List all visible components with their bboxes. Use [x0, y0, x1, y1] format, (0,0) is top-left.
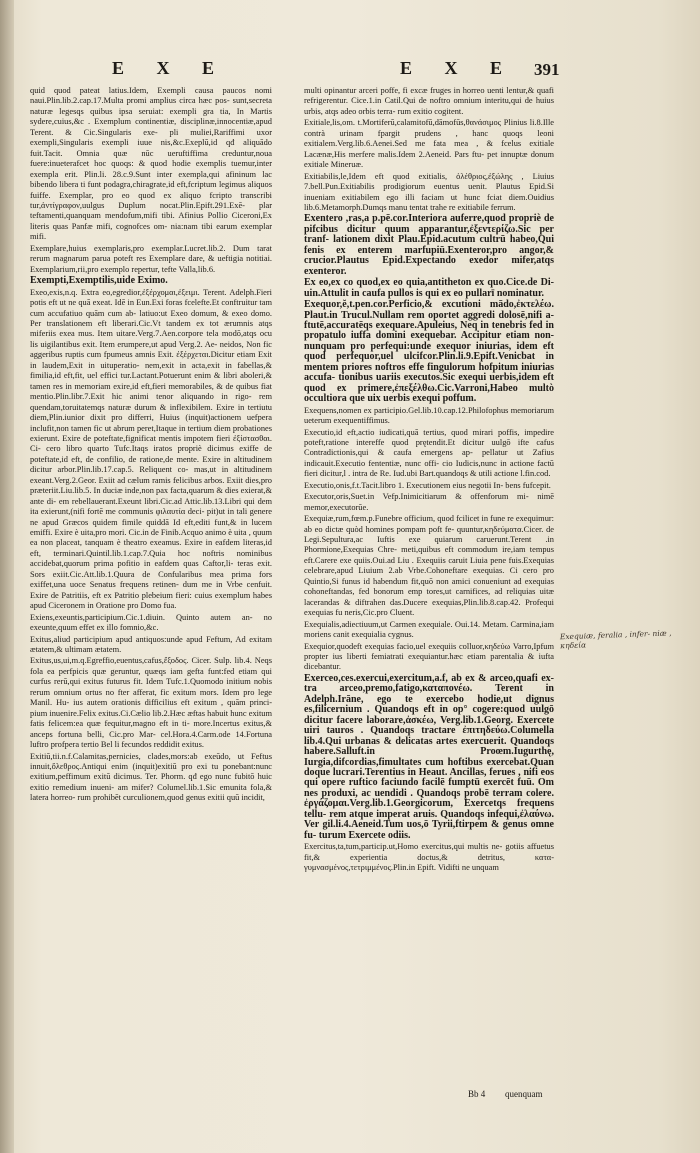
entry-exequens: Exequens,nomen ex participio.Gel.lib.10.cap.12.Philofophus memoriarum ueterum exequentiffimus. — [304, 405, 554, 426]
running-head-right: E X E — [400, 58, 517, 78]
entry-exequior: Exequior,quodeft exequias facio,uel exequiis colluor,κηδεύω Varro,Ipfum propter ius liberti femiatrati exequiantur.hæc etiam parentalia & iufta dicebantur. — [304, 641, 554, 672]
entry-executio-onis: Executio,onis,f.t.Tacit.libro 1. Executionem eius negotii In- bens fufcepit. — [304, 480, 551, 490]
entry-exemplare: Exemplare,huius exemplaris,pro exemplar.Lucret.lib.2. Dum tarat rerum magnarum parua poteft res Exemplare dare, & ueftigia notitiai. Exemplarium,rii,pro exemplo repertur, tefte Valla,lib.6. — [30, 243, 272, 274]
entry-exequiae: Exequiæ,rum,fœm.p.Funebre officium, quod fcilicet in fune re exequimur: ab eo dictæ quòd homines pompam poft fe- quuntur,κηδεύματα.Cicer. de Legi.Sepultura,ac Iuftis exe quiarum caruerunt.Terent .in Phormione,Exequias Chre- meti,quibus eft commodum ire,iam tempus eft.Carere exe quiis.Oui.ad Liu . Exequiis caruit Liuia pene fuis.Exequias celebrare,apud Liuium 2.ab Vrbe.Cohoneftare exequias. Ci cero pro Quintio,Si funus id habendum fit,quō non amici conueniunt ad exequias cohoneftandas, fed bonorum emp tores,ut carnifices, ad reliquias uitæ lacerandas & diftrahen das.Ducere exequias,Plin.lib.8.cap.42. Profequi exequias fu neris,Cic.pro Cluent. — [304, 514, 554, 618]
entry-exerceo: Exerceo,ces.exercui,exercitum,a.f, ab ex & arceo,quafi ex- tra arceo,premo,fatigo,καταπονέω. Terent in Adelph.Irāne, ego te exercebo hodie,ut dignus es,filicernium . Quandoqs eft in op° cogere:quod uulgō dicitur facere laborare,ἀσκέω, Verg.lib.1.Georg. Exercete uiri tauros . Quandoqs tractare ἐπιτηδεύω.Columella lib.4.Qui urbanas & delicatas artes exercuerit. Quandoqs habere.Salluft.in Proœm.Iugurthę, Iurgia,difcordias,fimultates cum hoftibus exercebat.Quan doque lucrari.Terentius in Heaut. Ancillas, ferues , nifi eos qui opere ruftico faciundo facilē fumptū exercēt fuū. Om nes produxi, ac uendidi . Quandoqs probē terram colere. ἐργάζομαι.Verg.lib.1.Georgicorum, Exercetqs frequens tellu- rem atque imperat aruis. Quandoqs infequi,ἐλαύνω. Ver gil.li.4.Aeneid.Tum uos,ō Tyrii,ftirpem & genus omne fu- turum Exercete odiis. — [304, 672, 554, 841]
catchword: quenquam — [505, 1089, 543, 1099]
entry-exempti: Exempti,Exemptilis,uide Eximo. — [30, 275, 168, 287]
entry-exeo: Exeo,exis,n.q. Extra eo,egredior,ἐξέρχομαι,ἐξειμι. Terent. Adelph.Fieri potis eft ut ne quā exeat. Idē in Eun.Exi foras fcelefte.Et conftruitur tam cum accufatiuo quām cum ab- latiuo:ut Exeo domum, & exeo domo. Per translationem eft liberari.Cic.Vt tandem ex tot ærumnis atqs miferiis exea mus. Item uitare.Verg.7.Aen.corpore tela modō,atqs ocu lis uigilantibus exit. Item erumpere,ut apud Verg.2. Ae- neidos, Non fic aggeribus ruptis cum fpumeus amnis Exit. ἐξέρχεται.Dicitur etiam Exit in laudem,Exit in uituperatio- nem,exit in acta,exit in fabellas,& fimilia,id eft,fit, uel effici tur.Lactant.Potuerunt enim & libri aboleri,& tamen res in memoriam exire,id eft,fieri memorabiles, & de quibus fiat mentio.Plin.libr.7.Exit hic animi tenor aliquando in rigo- rem quendam,toruitatemqs naturæ durum & inflexibilem. Exire in tertiutu diem,Plin.iunior dixit pro differri, Huius (inquit)actionem uefpera inclufit,non tamen fic ut abrum peret,Itaque in tertium diem probationes exierunt. Exire de poteftate,fignificat mentis impotem fieri ἐξίστασθαι. Ci- cero libro quarto Tufc.Itaqs iratos propriè dicimus exiffe de poteftate,id eft, de confilio, de ratione,de mente. Exire in altitudinem dicitur arbor.Plin.lib.17.cap.5. Reliquent co- mas,ut in altitudinem exeant.Verg.2.Geor. Exiit ad cælum ramis felicibus arbos. Exiit dies,pro præteriit.Liu.lib.5. In duciæ inde,non pax facta,quarum & dies exierat,& ante di- em rebellauerant.Exeunt libri.Cic.ad Attic.lib.13.Libri qui dem ita exierunt,(nifi fortē me communis φιλαυτία deci- pit)ut in tali genere ne apud Græcos quidem fimile quiddā Id eft,editi funt,& in lucem emiffi. Exire è uita,pro mori. Cic.in de Finib.Acquo animo è uita , quum ea non placeat, tanquam è theatro exeamus. Exire in eafdem literas,id eft, terminari.Quintil.lib.1.cap.7.Quia hoc noftris nominibus accidebat,quorum prima pofitio in eafdem quas Caftor,li- teras exit. Sors exiit.Cic.Att.lib.1.Quura de Confularibus mea prima fors exiffet,una uoce Senatus frequens retinen- dum me in Vrbe cenfuit. Exire de Patritiis, eft ex Patritio plebeium fieri: cuius exemplum habes apud Ciceronem in Oratione pro Domo fua. — [30, 287, 272, 611]
entry-exemplum: quid quod pateat latius.Idem, Exempli causa paucos nomi naui.Plin.lib.2.cap.17.Multa promi amplius circa hæc pos- sunt,secreta naturæ legesqs quibus ipsa seruiat: exempli gra tia, In Martis sydere,cuius,&c . Exemplum continentiæ, disciplinæ,innocentiæ,apud Terent. & Cic.Singularis exe- pli muliei,Rariffimi uxor exempli,Singularis exempli iuue nis,&c.Exeplū,id qđ aliquādo fuit.Tacit. Omnia quæ nūc ueruftiffima creduntur,noua fuere:inueterafcet hoc quoqs: & quod hodie exemplis tuemur,inter exempla erit. Plin.li. 28.c.9.Sunt inter exempla,qui afininum lac bibendo libera ti funt podagra,chiragrate,id eft,fcriptum legimus aliquos fuiffe. Exemplar, pro eo quod ex aliquo fcripto transcribi tur,ἀντίγραφον,uulgus Duplum nocat.Plin.Epift.291.Exē- plar teftamenti,quanquam mendofum,mifi tibi. Afinius Pollio Ciceroni,Ex literis quas Panfæ mifi, cognofces om- nia:nam tibi earum exemplar mifi. — [30, 86, 272, 242]
entry-exitiabilis: Exitiabilis,le,Idem eft quod exitialis, ὀλέθριος,ἐξώλης , Liuius 7.bell.Pun.Exitiabilis prodigiorum euentus uenit. Plautus Epid.Si inueniam exitiabilem ego illi faciam ut hunc fciat diem.Ouidius lib.6.Metamorph.Dumqs manu tentat trahe re exitiabile ferrum. — [304, 171, 554, 212]
entry-exentero: Exentero ,ras,a p.pē.cor.Interiora auferre,quod propriè de pifcibus dicitur quum apparantur,ἐξεντερίζω.Sic per tranf- lationem dixit Plau.Epid.acutum cultrū habeo,Qui fenis ex enterem marfupiū.Exenteror,pro angor,& crucior.Plautus Epid.Expectando exedor mifer,atqs exenteror. — [304, 213, 554, 277]
entry-exitium-cont: multi opinantur arceri poffe, fi excæ fruges in horreo uenti lentur,& quafi refrigerentur. Cice.1.in Catil.Qui de noftro omnium interitu,qui de huius urbis, atqs adeo orbis terra- rum exitio cogitent. — [304, 86, 554, 116]
right-column — [304, 86, 554, 874]
entry-ex-eo: Ex eo,ex co quod,ex eo quia,antitheton ex quo.Cice.de Di- uin.Attulit in caufa pullos is qui ex eo pullarī nominatur. — [304, 277, 554, 299]
entry-exequor: Exequor,ĕ,t.pen.cor.Perficio,& excutioni mādo,ἐκτελέω. Plaut.in Trucul.Nullam rem oportet aggredi dolosē,nifi a- ftutē,accuratēqs exequare.Apuleius, Neq in tenebris fed in propatulo iuffa domini exequebar. Accipitur etiam non- nunquam pro perfequi:unde exequor iniurias, idem eft quod perfequor,uel ulcifcor.Plin.li.9.Epift.Venicbat in mentem priores noftros effe fingulorum hofpitum iniurias accufa- tionibus uariis executos.Sic exequi uerbis,idem eft quod ex primere,ἐπεξέλθω.Cic.Varroni,Habeo multò occultiora que uix uerbis exequi poffum. — [304, 299, 554, 405]
entry-exiens: Exiens,exeuntis,participium.Cic.1.diuin. Quinto autem an- no exeunte,quum effet ex illo fomnio,&c. — [30, 612, 272, 633]
entry-exitus-participium: Exitus,aliud participium apud antiquos:unde apud Feftum, Ad exitam ætatem,& ultimam ætatem. — [30, 634, 272, 655]
page-number: 391 — [534, 60, 560, 79]
entry-exequialis: Exequialis,adiectiuum,ut Carmen exequiale. Oui.14. Metam. Carmina,iam moriens canit exequialia cygnus. — [304, 619, 554, 640]
entry-exitiale: Exitiale,lis,om. t.Mortiferū,calamitofū,dāmofūs,θανάσιμος Plinius li.8.Ille contrà urinam fpargit prudens , hanc quoqs leoni exitialem.Verg.lib.6.Aenei.Sed me fata mea , & fcelus exitiale Lacænæ,His merfere malis.Idem 2.Aeneid. Pars ftu- pet innuptæ donum exitiale Mineruæ. — [304, 118, 554, 170]
entry-exitium: Exitiū,tii.n.f.Calamitas,pernicies, clades,mors:ab exeūdo, ut Feftus innuit,ὄλεθρος.Antiqui enim (inquit)exitiū pro exi tu ponebant:nunc exitium,peffimum exitū dicimus. Ter. Phorm. qđ ego nunc fubitō huic exitio remedium inueni- am mifer? Columel.lib.1.Sic emunita fola,& latera horreo- rum prohibēt curculionem,quod genus exitii quū incidit, — [30, 751, 272, 803]
signature-mark: Bb 4 — [468, 1089, 486, 1099]
handwritten-margin-note: Exequiæ, feralia , infer- niæ , κηδεία — [559, 628, 672, 651]
entry-executio: Executio,id eft,actio iudicati,quā tertius, quod mirari poffis, impedire poteft,ratione intereffe quod prętendit.Et dicitur uulgō ifte cafus Contradictionis,qui & caufa emergens ap- pellatur ut Zafius indicauit.Executio fententiæ, nunc offi- cio Iudicis,nunc in actione factū fieri dicitur,l . intra de Re. Iud.ubi Bart.quandoqs & utili actione l.fin.cod. — [304, 427, 554, 479]
entry-executor: Executor,oris,Suet.in Vefp.Inimicitiarum & offenforum mi- nimē memor,executorūe. — [304, 492, 554, 512]
left-column — [30, 86, 272, 804]
entry-exitus: Exitus,us,ui,m.q.Egreffio,euentus,cafus,ἔξοδος. Cicer. Sulp. lib.4. Neqs fola ea perfpicis quæ geruntur, quæqs iam gefta funt:fed etiam qui curfus rerū,qui exitus futurus fit. Idem Tufc.1.Quomodo initium nobis rerum omnium ortus no fter afferat, fic exitum mors. Idem pro lege Manil. Hu- ius autem orationis difficilius eft exitum , quām princi- pium inuenire.Felix exitus.Ci.Cælio lib.2.Hæc æftas habuit hunc exitum fatis felicem:ea quæ fequitur,magno eft in ti- more.Incertus exitus,& anceps fortuna belli, Cic.pro Mar- cel.Hora.4.Carm.ode 14.Fortuna luftro profpera tertio Bel li fecundos reddidit exitus. — [30, 656, 272, 750]
entry-exercitus: Exercitus,ta,tum,particip.ut,Homo exercitus,qui multis ne- gotiis affuetus fit,& experientia doctus,& detritus, κατα- γυμνασμένος,τετριμμένος.Plin.in Epift. Vidifti ne unquam — [304, 842, 554, 873]
running-head-left: E X E — [112, 58, 229, 78]
binding-gutter — [0, 0, 14, 1153]
